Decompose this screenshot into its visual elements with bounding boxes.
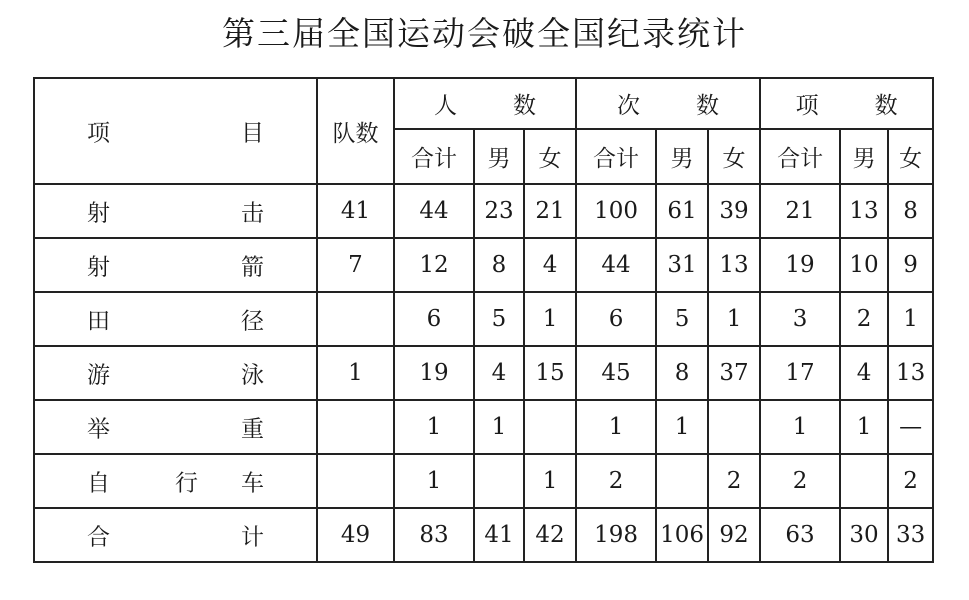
row-value: 44 bbox=[394, 184, 474, 238]
row-value: 198 bbox=[576, 508, 656, 562]
table-row bbox=[34, 292, 933, 346]
row-teams bbox=[317, 454, 394, 508]
row-value: 21 bbox=[524, 184, 576, 238]
row-item-char: 射 bbox=[87, 200, 110, 227]
table-row bbox=[34, 346, 933, 400]
row-value: 13 bbox=[888, 346, 933, 400]
row-item-char: 合 bbox=[87, 524, 110, 551]
row-value: 17 bbox=[760, 346, 840, 400]
subheader-cell: 男 bbox=[840, 129, 888, 184]
row-value: 8 bbox=[888, 184, 933, 238]
header-teams: 队数 bbox=[317, 78, 394, 184]
row-item-char: 泳 bbox=[241, 362, 264, 389]
row-value: 33 bbox=[888, 508, 933, 562]
row-value: 37 bbox=[708, 346, 760, 400]
row-item bbox=[34, 346, 317, 400]
row-teams: 7 bbox=[317, 238, 394, 292]
header-times-b: 数 bbox=[696, 93, 720, 119]
row-item bbox=[34, 400, 317, 454]
row-value: 2 bbox=[708, 454, 760, 508]
row-value: 1 bbox=[524, 454, 576, 508]
row-value: 2 bbox=[888, 454, 933, 508]
row-value: 39 bbox=[708, 184, 760, 238]
row-value: 4 bbox=[474, 346, 524, 400]
row-item-char: 车 bbox=[241, 470, 264, 497]
row-item-char: 田 bbox=[87, 308, 110, 335]
row-teams: 1 bbox=[317, 346, 394, 400]
row-value: 6 bbox=[394, 292, 474, 346]
row-value: 12 bbox=[394, 238, 474, 292]
row-value: 1 bbox=[760, 400, 840, 454]
row-value: 2 bbox=[760, 454, 840, 508]
row-value: 1 bbox=[888, 292, 933, 346]
header-events-b: 数 bbox=[874, 93, 898, 119]
row-item-char: 击 bbox=[241, 200, 264, 227]
row-value: 8 bbox=[474, 238, 524, 292]
row-value: 44 bbox=[576, 238, 656, 292]
row-item-char: 自 bbox=[87, 470, 110, 497]
row-value: 19 bbox=[760, 238, 840, 292]
row-value: 4 bbox=[840, 346, 888, 400]
row-item-char: 举 bbox=[87, 416, 110, 443]
row-value bbox=[656, 454, 708, 508]
row-value: 5 bbox=[656, 292, 708, 346]
header-times-a: 次 bbox=[617, 93, 641, 119]
row-value: 1 bbox=[524, 292, 576, 346]
row-value: 8 bbox=[656, 346, 708, 400]
header-times bbox=[576, 78, 760, 129]
row-value: 1 bbox=[656, 400, 708, 454]
row-value: 21 bbox=[760, 184, 840, 238]
row-teams bbox=[317, 292, 394, 346]
header-people-b: 数 bbox=[513, 93, 537, 119]
row-item-char: 射 bbox=[87, 254, 110, 281]
row-value: 23 bbox=[474, 184, 524, 238]
row-value: 100 bbox=[576, 184, 656, 238]
table-row bbox=[34, 454, 933, 508]
row-value: 13 bbox=[708, 238, 760, 292]
row-value: 5 bbox=[474, 292, 524, 346]
subheader-cell: 合计 bbox=[394, 129, 474, 184]
table-row bbox=[34, 238, 933, 292]
row-value: 61 bbox=[656, 184, 708, 238]
header-item-right: 目 bbox=[241, 120, 264, 147]
row-value: 106 bbox=[656, 508, 708, 562]
row-item-char: 游 bbox=[87, 362, 110, 389]
row-value: 6 bbox=[576, 292, 656, 346]
header-item-left: 项 bbox=[87, 120, 110, 147]
row-value: 83 bbox=[394, 508, 474, 562]
row-value bbox=[524, 400, 576, 454]
table-row bbox=[34, 508, 933, 562]
subheader-cell: 女 bbox=[708, 129, 760, 184]
subheader-cell: 女 bbox=[888, 129, 933, 184]
header-events bbox=[760, 78, 933, 129]
row-value: 2 bbox=[576, 454, 656, 508]
header-people-a: 人 bbox=[434, 93, 458, 119]
subheader-cell: 女 bbox=[524, 129, 576, 184]
row-value: 1 bbox=[474, 400, 524, 454]
row-teams bbox=[317, 400, 394, 454]
table-row bbox=[34, 400, 933, 454]
row-item-char: 径 bbox=[241, 308, 264, 335]
row-value: 45 bbox=[576, 346, 656, 400]
row-value: 41 bbox=[474, 508, 524, 562]
header-item bbox=[34, 78, 317, 184]
row-item bbox=[34, 508, 317, 562]
row-item bbox=[34, 184, 317, 238]
row-value: 30 bbox=[840, 508, 888, 562]
row-value: 4 bbox=[524, 238, 576, 292]
row-value: 10 bbox=[840, 238, 888, 292]
row-value bbox=[708, 400, 760, 454]
row-item-char: 箭 bbox=[241, 254, 264, 281]
subheader-cell: 合计 bbox=[760, 129, 840, 184]
row-value: 42 bbox=[524, 508, 576, 562]
row-value: — bbox=[888, 400, 933, 454]
row-value: 2 bbox=[840, 292, 888, 346]
row-value: 63 bbox=[760, 508, 840, 562]
row-value: 9 bbox=[888, 238, 933, 292]
header-people bbox=[394, 78, 576, 129]
row-item-char: 重 bbox=[241, 416, 264, 443]
row-teams: 41 bbox=[317, 184, 394, 238]
row-value: 1 bbox=[576, 400, 656, 454]
subheader-cell: 男 bbox=[474, 129, 524, 184]
row-value: 92 bbox=[708, 508, 760, 562]
row-item bbox=[34, 292, 317, 346]
row-value: 13 bbox=[840, 184, 888, 238]
records-table bbox=[33, 77, 934, 563]
row-value: 19 bbox=[394, 346, 474, 400]
row-value: 3 bbox=[760, 292, 840, 346]
row-value bbox=[840, 454, 888, 508]
row-item bbox=[34, 454, 317, 508]
row-value: 1 bbox=[708, 292, 760, 346]
row-value: 1 bbox=[394, 454, 474, 508]
row-value: 31 bbox=[656, 238, 708, 292]
subheader-cell: 男 bbox=[656, 129, 708, 184]
row-item-char: 计 bbox=[241, 524, 264, 551]
row-value: 15 bbox=[524, 346, 576, 400]
row-teams: 49 bbox=[317, 508, 394, 562]
row-value: 1 bbox=[840, 400, 888, 454]
header-events-a: 项 bbox=[795, 93, 819, 119]
subheader-cell: 合计 bbox=[576, 129, 656, 184]
row-value bbox=[474, 454, 524, 508]
table-row bbox=[34, 184, 933, 238]
row-value: 1 bbox=[394, 400, 474, 454]
row-item bbox=[34, 238, 317, 292]
page-title: 第三届全国运动会破全国纪录统计 bbox=[222, 14, 747, 53]
row-item-char: 行 bbox=[175, 470, 198, 497]
